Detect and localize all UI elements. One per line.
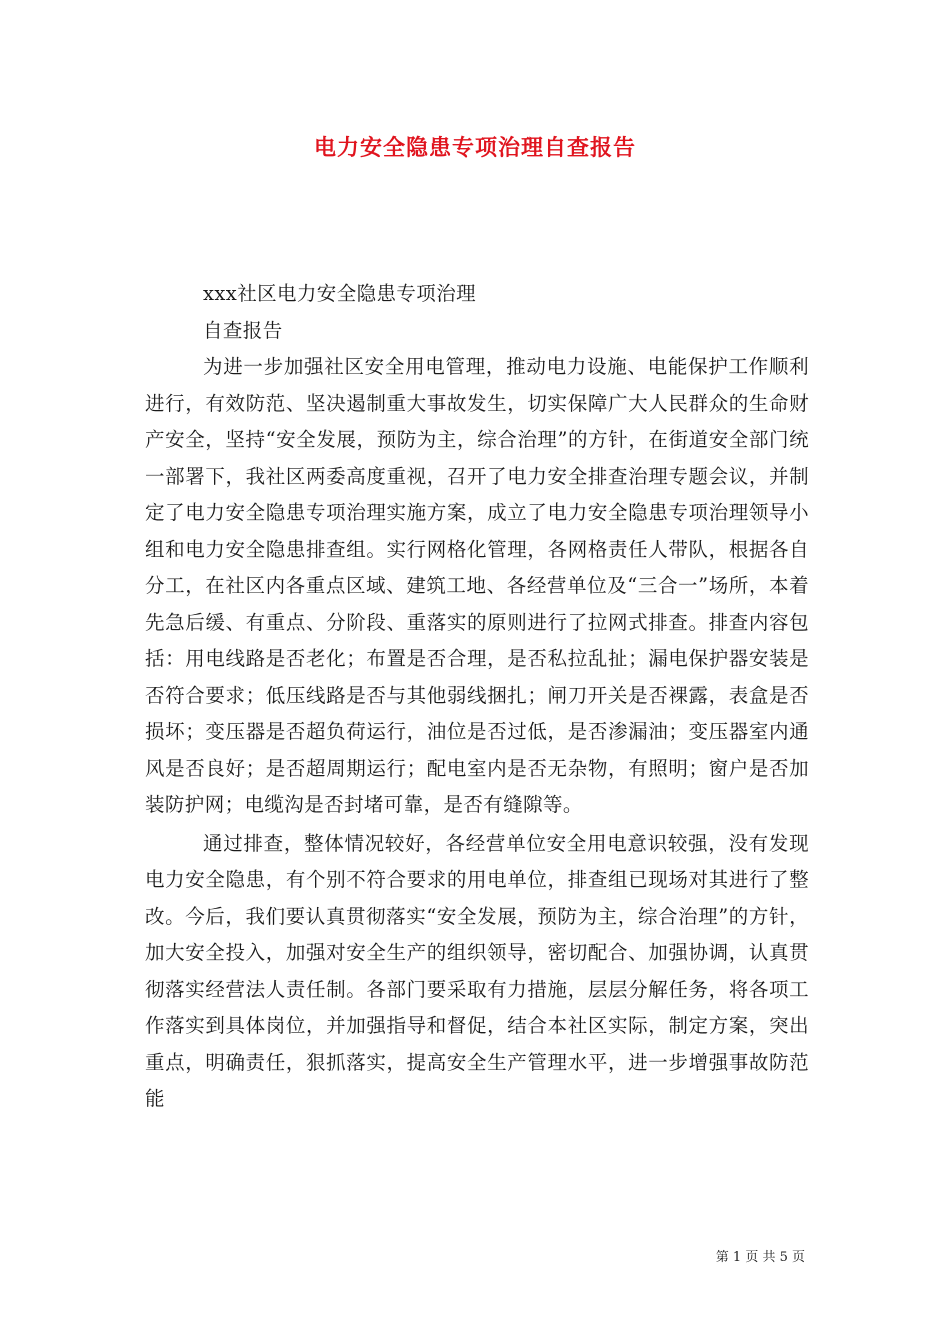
- page-indicator: 第 1 页 共 5 页: [715, 1250, 805, 1265]
- paragraph-2: 通过排查，整体情况较好，各经营单位安全用电意识较强，没有发现电力安全隐患，有个别不符合要求的用电单位，排查组已现场对其进行了整改。今后，我们要认真贯彻落实“安全发展，预防为主，综合治理”的方针，加大安全投入，加强对安全生产的组织领导，密切配合、加强协调，认真贯彻落实经营法人责任制。各部门要采取有力措施，层层分解任务，将各项工作落实到具体岗位，并加强指导和督促，结合本社区实际，制定方案，突出重点，明确责任，狠抓落实，提高安全生产管理水平，进一步增强事故防范能: [145, 831, 809, 1110]
- document-body: [145, 276, 809, 1118]
- document-title: 电力安全隐患专项治理自查报告: [313, 135, 636, 161]
- subtitle-line-1: xxx社区电力安全隐患专项治理: [203, 282, 476, 305]
- paragraph-1: 为进一步加强社区安全用电管理，推动电力设施、电能保护工作顺利进行，有效防范、坚决遏制重大事故发生，切实保障广大人民群众的生命财产安全，坚持“安全发展，预防为主，综合治理”的方针，在街道安全部门统一部署下，我社区两委高度重视，召开了电力安全排查治理专题会议，并制定了电力安全隐患专项治理实施方案，成立了电力安全隐患专项治理领导小组和电力安全隐患排查组。实行网格化管理，各网格责任人带队，根据各自分工，在社区内各重点区域、建筑工地、各经营单位及“三合一”场所，本着先急后缓、有重点、分阶段、重落实的原则进行了拉网式排查。排查内容包括：用电线路是否老化；布置是否合理，是否私拉乱扯；漏电保护器安装是否符合要求；低压线路是否与其他弱线捆扎；闸刀开关是否裸露，表盒是否损坏；变压器是否超负荷运行，油位是否过低，是否渗漏油；变压器室内通风是否良好；是否超周期运行；配电室内是否无杂物，有照明；窗户是否加装防护网；电缆沟是否封堵可靠，是否有缝隙等。: [145, 355, 809, 816]
- subtitle-line-2: 自查报告: [203, 318, 283, 342]
